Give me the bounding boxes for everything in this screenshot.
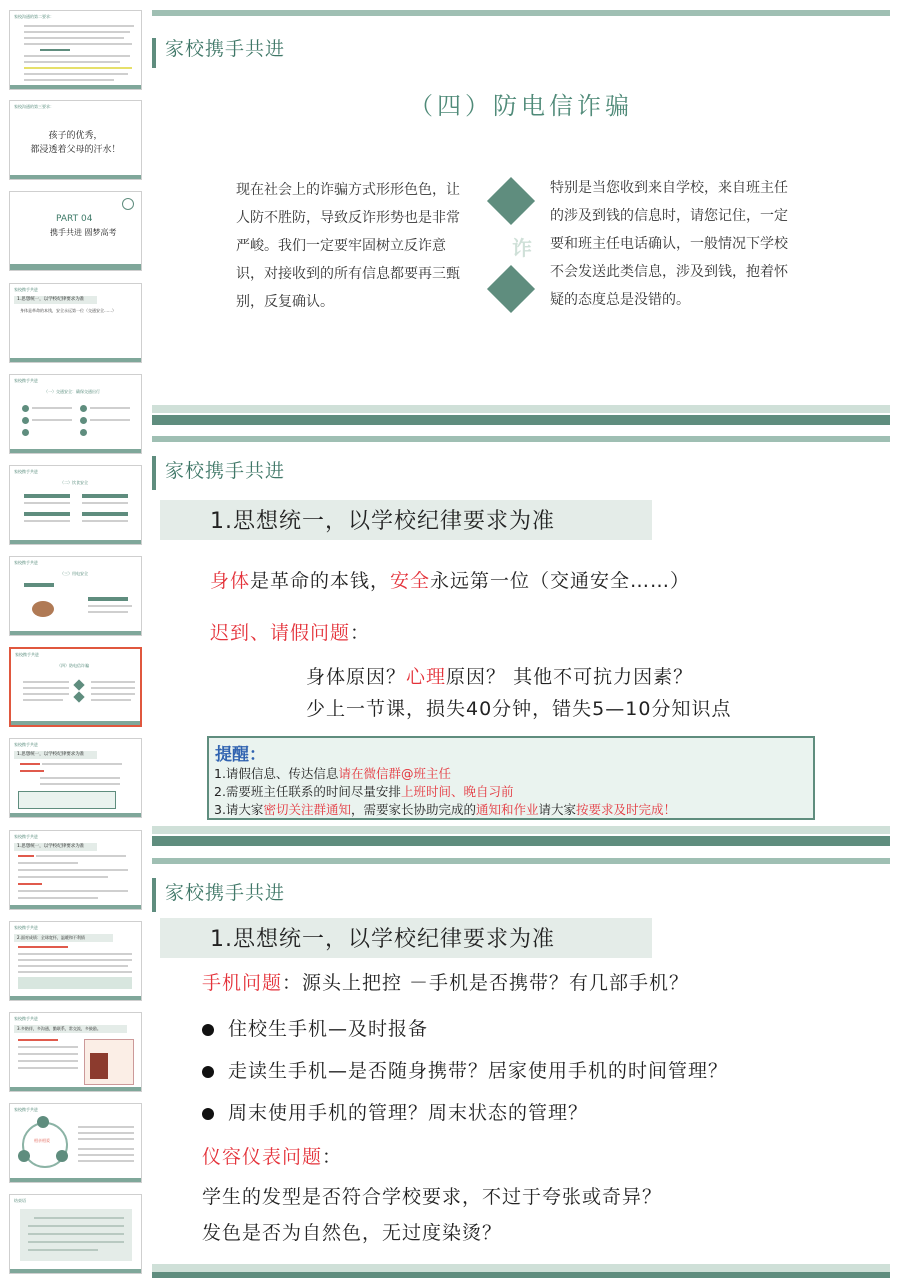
bullet-item: 走读生手机—是否随身携带？居家使用手机的时间管理？: [202, 1056, 728, 1083]
slide-thumbnail-9[interactable]: [9, 738, 142, 818]
reminder-line-3: 3.请大家密切关注群通知，需要家长协助完成的通知和作业请大家按要求及时完成！: [214, 802, 677, 817]
section-banner: [160, 918, 652, 958]
bullet-item: 住校生手机—及时报备: [202, 1014, 428, 1041]
thumb-title: （四）防电信诈骗: [57, 663, 89, 668]
thumb-banner: 3.多陪伴，多沟通，勤联系，常交流，多鼓励。: [14, 1025, 127, 1033]
slide-thumbnail-12[interactable]: [9, 1012, 142, 1092]
header-accent: [152, 878, 156, 912]
slide-discipline-1: [152, 436, 890, 846]
bullet-item: 周末使用手机的管理？周末状态的管理？: [202, 1098, 588, 1125]
slide-discipline-2: [152, 858, 890, 1278]
thumb-line: 孩子的优秀，: [48, 131, 103, 141]
reminder-title: 提醒：: [215, 745, 266, 765]
slide-title: （四）防电信诈骗: [409, 92, 633, 120]
reminder-box: [207, 736, 815, 820]
leave-heading: 迟到、请假问题：: [210, 622, 371, 644]
slide-thumbnail-3[interactable]: [9, 191, 142, 271]
phone-issue-line: 手机问题：源头上把控 －手机是否携带？有几部手机？: [202, 972, 690, 994]
section-banner-text: 1.思想统一，以学校纪律要求为准: [210, 927, 555, 952]
safety-line: 身体是革命的本钱，安全永远第一位（交通安全……）: [210, 570, 691, 592]
bullet-icon: [202, 1066, 214, 1078]
slide-thumbnail-8-selected[interactable]: [9, 647, 142, 727]
slide-anti-fraud: [152, 10, 890, 426]
thumb-part-title: 携手共进 圆梦高考: [50, 228, 117, 237]
slide-thumbnail-2[interactable]: [9, 100, 142, 180]
thumb-header: 家校携手共进: [14, 742, 38, 747]
thumb-header: 家校沟通的第三要求：: [14, 104, 54, 109]
thumb-header: 家校携手共进: [14, 469, 38, 474]
thumb-title: （三）用电安全: [60, 571, 88, 576]
bullet-icon: [202, 1108, 214, 1120]
thumb-header: 结束语: [14, 1198, 26, 1203]
diamond-bottom: [487, 265, 535, 313]
thumb-header: 家校携手共进: [14, 287, 38, 292]
slide-thumbnail-7[interactable]: [9, 556, 142, 636]
slide-thumbnail-14[interactable]: [9, 1194, 142, 1274]
slide-thumbnail-5[interactable]: [9, 374, 142, 454]
thumb-banner: 2.面对成绩：全球宽怀，温暖和不利情: [14, 934, 113, 942]
loss-line: 少上一节课，损失40分钟，错失5—10分知识点: [306, 698, 732, 720]
slide-thumbnail-10[interactable]: [9, 830, 142, 910]
slide-header: 家校携手共进: [165, 38, 286, 60]
slide-header: 家校携手共进: [165, 460, 286, 482]
thumb-header: 家校携手共进: [14, 834, 38, 839]
thumb-part-label: PART 04: [56, 214, 93, 224]
appearance-line-1: 学生的发型是否符合学校要求，不过于夸张或奇异？: [202, 1186, 663, 1208]
slide-thumbnail-11[interactable]: [9, 921, 142, 1001]
reminder-line-2: 2.需要班主任联系的时间尽量安排上班时间、晚自习前: [214, 784, 514, 799]
thumb-banner: 1.思想统一，以学校纪律要求为准: [14, 751, 97, 759]
thumb-title: （二）饮食安全: [60, 480, 88, 485]
section-banner-text: 1.思想统一，以学校纪律要求为准: [210, 509, 555, 534]
header-accent: [152, 456, 156, 490]
thumb-title: （一）交通安全：确保交通出行: [44, 389, 100, 394]
slide-thumbnail-4[interactable]: [9, 283, 142, 363]
slide-thumbnail-1[interactable]: [9, 10, 142, 90]
slide-thumbnail-13[interactable]: [9, 1103, 142, 1183]
slide-header: 家校携手共进: [165, 882, 286, 904]
thumb-header: 家校沟通的第二要求：: [14, 14, 54, 19]
thumb-header: 家校携手共进: [14, 925, 38, 930]
thumb-banner: 1.思想统一，以学校纪律要求为准: [14, 296, 97, 304]
slide-thumbnail-panel: [0, 0, 148, 1286]
thumb-header: 家校携手共进: [14, 560, 38, 565]
center-char: 诈: [512, 236, 532, 260]
appearance-heading: 仪容仪表问题：: [202, 1146, 343, 1168]
section-banner: [160, 500, 652, 540]
slide-thumbnail-6[interactable]: [9, 465, 142, 545]
reasons-line: 身体原因？心理原因？ 其他不可抗力因素？: [306, 666, 694, 688]
appearance-line-2: 发色是否为自然色，无过度染烫？: [202, 1222, 503, 1244]
thumb-center: 相亲相爱: [34, 1138, 50, 1143]
header-accent: [152, 38, 156, 68]
thumb-header: 家校携手共进: [14, 378, 38, 383]
thumb-header: 家校携手共进: [15, 652, 39, 657]
diamond-top: [487, 177, 535, 225]
left-paragraph: 现在社会上的诈骗方式形形色色，让人防不胜防，导致反诈形势也是非常严峻。我们一定要牢固树立反诈意识，对接收到的所有信息都要再三甄别，反复确认。: [236, 182, 460, 310]
reminder-line-1: 1.请假信息、传达信息请在微信群@班主任: [214, 766, 451, 781]
thumb-banner: 1.思想统一，以学校纪律要求为准: [14, 843, 97, 851]
thumb-line: 都浸透着父母的汗水！: [30, 145, 121, 155]
thumb-header: 家校携手共进: [14, 1016, 38, 1021]
right-paragraph: 特别是当您收到来自学校，来自班主任的涉及到钱的信息时，请您记住，一定要和班主任电话确认，一般情况下学校不会发送此类信息，涉及到钱，抱着怀疑的态度总是没错的。: [550, 180, 788, 308]
thumb-header: 家校携手共进: [14, 1107, 38, 1112]
bullet-icon: [202, 1024, 214, 1036]
thumb-text: 身体是革命的本钱，安全永远第一位（交通安全……）: [20, 308, 116, 313]
